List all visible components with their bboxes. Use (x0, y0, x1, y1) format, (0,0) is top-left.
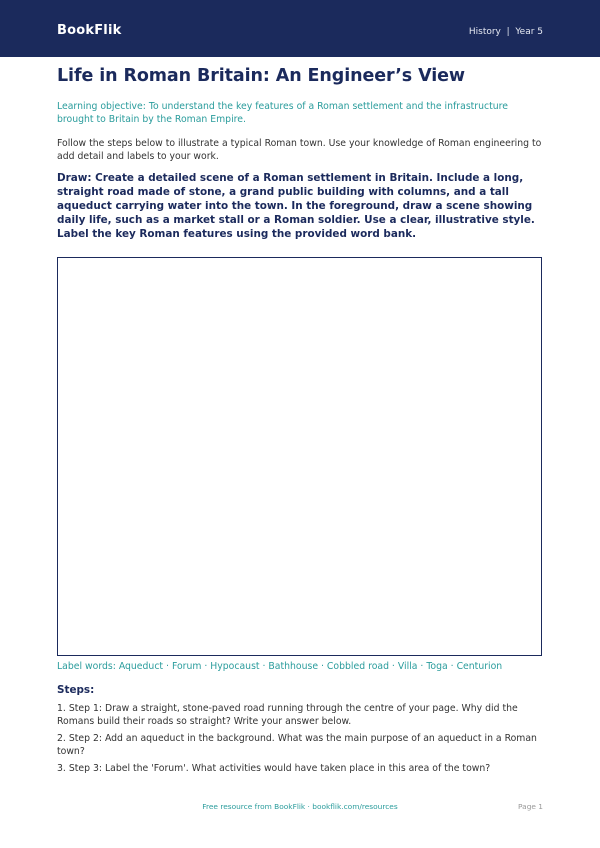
step-item: 2. Step 2: Add an aqueduct in the background. What was the main purpose of an aqueduct in a Roman town? (57, 733, 537, 757)
footer-link[interactable]: Free resource from BookFlik · bookflik.com/resources (202, 802, 398, 811)
drawing-area[interactable] (57, 257, 542, 656)
subject-label: History | Year 5 (468, 27, 543, 37)
word-bank: Label words: Aqueduct · Forum · Hypocaust · Bathhouse · Cobbled road · Villa · Toga · Centurion (57, 661, 503, 672)
steps-heading: Steps: (57, 684, 95, 696)
page-header (0, 0, 600, 57)
page-title: Life in Roman Britain: An Engineer’s View (57, 66, 465, 86)
step-item: 1. Step 1: Draw a straight, stone-paved road running through the centre of your page. Why did the Romans build their roads so straight? Write your answer below. (57, 703, 518, 727)
step-item: 3. Step 3: Label the 'Forum'. What activities would have taken place in this area of the town? (57, 763, 491, 774)
page-number: Page 1 (518, 802, 543, 811)
learning-objective: Learning objective: To understand the key features of a Roman settlement and the infrastructure brought to Britain by the Roman Empire. (57, 101, 509, 125)
steps-list (57, 702, 547, 779)
intro-text: Follow the steps below to illustrate a typical Roman town. Use your knowledge of Roman engineering to add detail and labels to your work. (57, 138, 542, 162)
drawing-prompt: Draw: Create a detailed scene of a Roman settlement in Britain. Include a long, straight road made of stone, a grand public building with columns, and a tall aqueduct carrying water into the town. In the foreground, draw a scene showing daily life, such as a market stall or a Roman soldier. Use a clear, illustrative style. Label the key Roman features using the provided word bank. (57, 172, 535, 240)
brand-logo[interactable]: BookFlik (57, 23, 122, 38)
